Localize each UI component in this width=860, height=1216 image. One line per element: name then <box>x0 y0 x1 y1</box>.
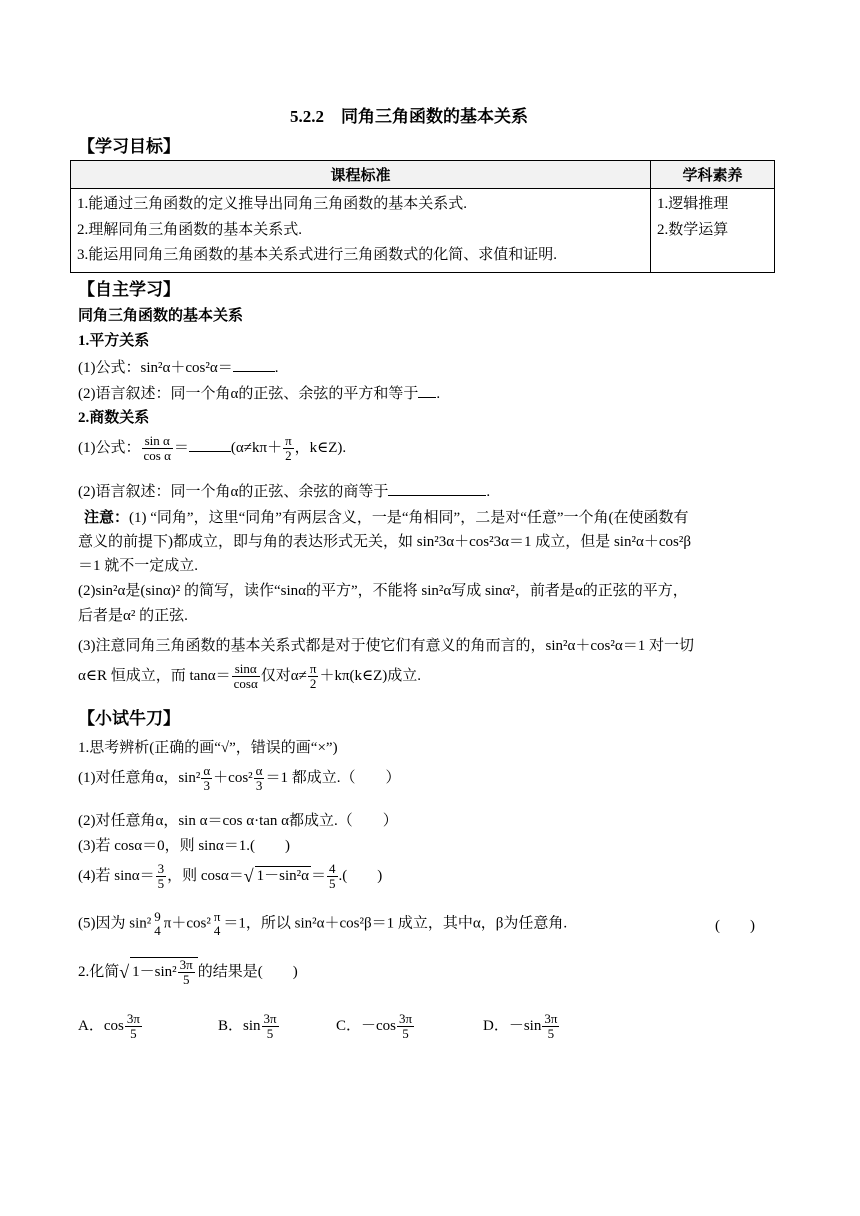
three-pi-over-five-fraction: $\frac{3\pi}{5}$ <box>179 957 193 988</box>
square-heading: 1.平方关系 <box>78 333 150 349</box>
answer-blank <box>189 437 231 452</box>
answer-blank <box>418 383 436 398</box>
radical-sign: √ <box>243 866 254 887</box>
standards-cell <box>71 189 651 273</box>
question-1-5: (5)因为 sin² 9 4 π＋cos² π 4 ＝1，所以 sin²α＋cos²β＝1 成立，其中α，β为任意角. <box>78 909 568 939</box>
section-self-study: 【自主学习】 <box>78 280 180 299</box>
answer-blank <box>388 481 486 496</box>
square-formula: (1)公式：sin²α＋cos²α＝ . <box>78 357 278 377</box>
question-1-2: (2)对任意角α，sin α＝cos α·tan α都成立.（ ） <box>78 813 398 829</box>
three-pi-over-five-fraction: $\frac{3\pi}{5}$ <box>399 1011 413 1042</box>
standard-1: 1.能通过三角函数的定义推导出同角三角函数的基本关系式. <box>77 196 468 212</box>
note-1-line-3: ＝1 就不一定成立. <box>78 558 199 574</box>
option-b: B．sin $\frac{3\pi}{5}$ <box>218 1011 277 1042</box>
question-1-stem: 1.思考辨析(正确的画“√”，错误的画“×”) <box>78 740 338 756</box>
section-goals: 【学习目标】 <box>78 137 180 156</box>
note-3-line-2: α∈R 恒成立，而 tanα＝ $\frac{\sin\alpha}{\cos\alpha}$ 仅对α≠ $\frac{\pi}{2}$ ＋kπ(k∈Z)成立. <box>78 661 422 692</box>
radicand: 1－sin² $\frac{3\pi}{5}$ <box>130 957 198 988</box>
pi-over-2-fraction: $\frac{\pi}{2}$ <box>309 661 317 692</box>
standards-table <box>70 160 775 273</box>
literacy-1: 1.逻辑推理 <box>657 196 729 212</box>
quotient-formula: (1)公式： $\frac{\text{sin α}}{\text{cos α}}$ ＝ (α≠kπ＋ $\frac{\pi}{2}$ ，k∈Z). <box>78 433 347 464</box>
question-1-5-bracket: ( ) <box>715 918 755 934</box>
table-header-standard: 课程标准 <box>71 161 651 189</box>
question-1-1: (1)对任意角α，sin² $\frac{\alpha}{3}$ ＋cos² $\frac{\alpha}{3}$ ＝1 都成立.（ ） <box>78 763 401 794</box>
question-1-3: (3)若 cosα＝0，则 sinα＝1.( ) <box>78 838 290 854</box>
page-title: 5.2.2 同角三角函数的基本关系 <box>290 107 528 126</box>
question-2: 2.化简√ 1－sin² $\frac{3\pi}{5}$ 的结果是( ) <box>78 957 298 988</box>
nine-over-four-fraction: 9 4 <box>154 909 161 939</box>
three-pi-over-five-fraction: $\frac{3\pi}{5}$ <box>544 1011 558 1042</box>
square-description: (2)语言叙述：同一个角α的正弦、余弦的平方和等于 . <box>78 383 440 403</box>
three-pi-over-five-fraction: $\frac{3\pi}{5}$ <box>263 1011 277 1042</box>
standard-2: 2.理解同角三角函数的基本关系式. <box>77 221 303 238</box>
literacy-2: 2.数学运算 <box>657 221 729 238</box>
note-3-line-1: (3)注意同角三角函数的基本关系式都是对于使它们有意义的角而言的，sin²α＋cos²α＝1 对一切 <box>78 638 694 654</box>
note-1-line-1: 注意：(1) “同角”，这里“同角”有两层含义，一是“角相同”，二是对“任意”一个角(在使函数有 <box>84 510 689 526</box>
alpha-over-3-fraction: $\frac{\alpha}{3}$ <box>203 763 211 794</box>
three-fifths-fraction: $\frac{3}{5}$ <box>157 861 165 892</box>
literacy-cell <box>651 189 775 273</box>
answer-blank <box>233 357 275 372</box>
pi-over-four-fraction: π 4 <box>213 909 221 939</box>
four-fifths-fraction: $\frac{4}{5}$ <box>329 861 336 892</box>
alpha-over-3-fraction: $\frac{\alpha}{3}$ <box>255 763 263 794</box>
self-study-heading: 同角三角函数的基本关系 <box>78 308 244 324</box>
standard-3: 3.能运用同角三角函数的基本关系式进行三角函数式的化简、求值和证明. <box>77 247 558 263</box>
three-pi-over-five-fraction: $\frac{3\pi}{5}$ <box>126 1011 140 1042</box>
note-2-line-2: 后者是α² 的正弦. <box>78 608 188 624</box>
tan-fraction: $\frac{\sin\alpha}{\cos\alpha}$ <box>233 661 258 692</box>
quotient-fraction: $\frac{\text{sin α}}{\text{cos α}}$ <box>143 433 171 464</box>
note-1-line-2: 意义的前提下)都成立，即与角的表达形式无关，如 sin²3α＋cos²3α＝1 成立，但是 sin²α＋cos²β <box>78 534 691 550</box>
table-header-literacy: 学科素养 <box>651 161 775 189</box>
option-a: A．cos $\frac{3\pi}{5}$ <box>78 1011 140 1042</box>
note-2-line-1: (2)sin²α是(sinα)² 的简写，读作“sinα的平方”，不能将 sin²α写成 sinα²，前者是α的正弦的平方， <box>78 583 688 599</box>
quotient-description: (2)语言叙述：同一个角α的正弦、余弦的商等于 . <box>78 481 490 501</box>
question-1-4: (4)若 sinα＝ $\frac{3}{5}$ ，则 cosα＝√ 1－sin²α ＝ $\frac{4}{5}$ .( ) <box>78 861 383 892</box>
option-d: D．－sin $\frac{3\pi}{5}$ <box>483 1011 558 1042</box>
quotient-heading: 2.商数关系 <box>78 410 150 426</box>
radical-sign: √ <box>119 962 130 983</box>
pi-over-2-fraction: $\frac{\pi}{2}$ <box>285 433 292 464</box>
option-c: C．－cos $\frac{3\pi}{5}$ <box>336 1011 413 1042</box>
section-trial: 【小试牛刀】 <box>78 709 180 728</box>
